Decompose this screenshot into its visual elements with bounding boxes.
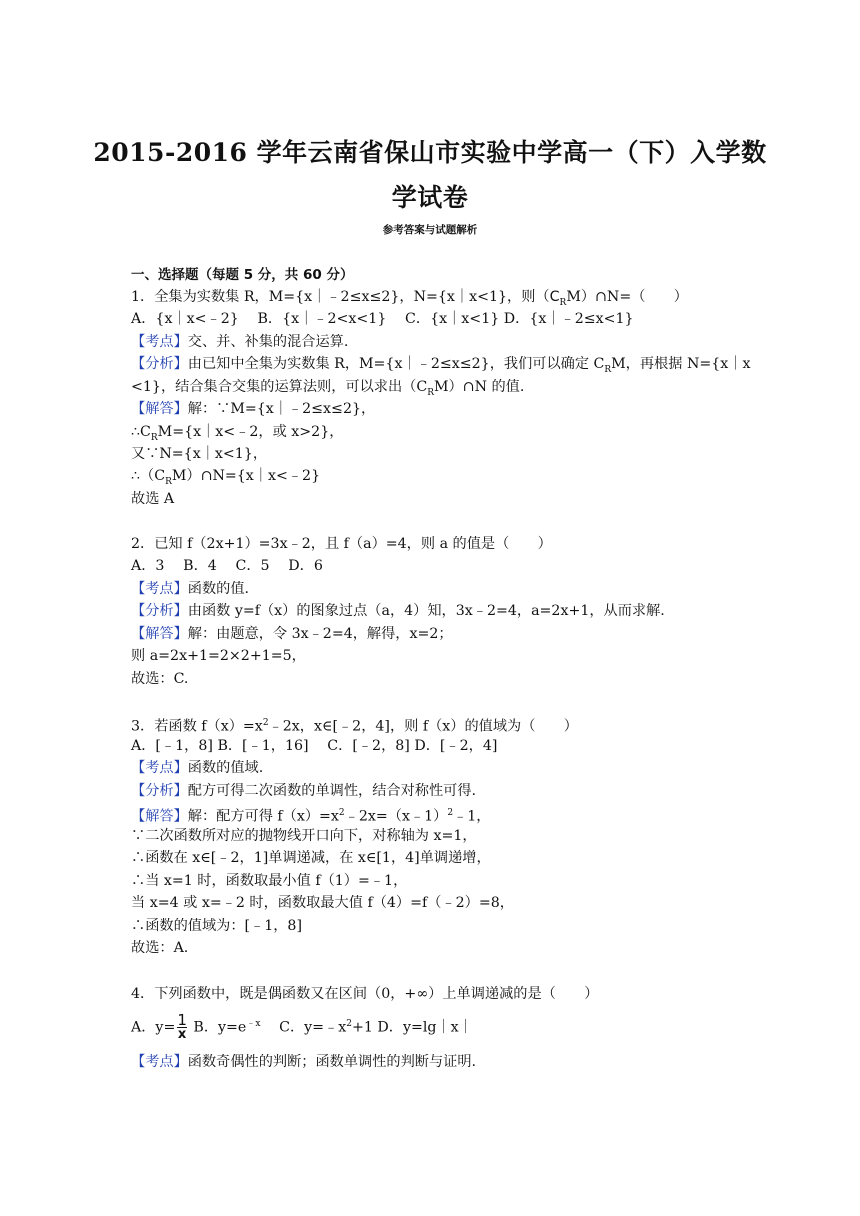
q2-stem: 2．已知 f（2x+1）=3x﹣2，且 f（a）=4，则 a 的值是（ ） bbox=[131, 536, 552, 552]
document-title-line2: 学试卷 bbox=[391, 183, 469, 212]
q3-jieda: 【解答】解：配方可得 $f(x)=x^2﹣2x=(x﹣1)^2﹣1$， bbox=[131, 808, 491, 825]
q1-jieda-3: 又∵N={x｜x<1}， bbox=[131, 446, 268, 462]
q3-fenxi: 【分析】配方可得二次函数的单调性，结合对称性可得. bbox=[131, 783, 477, 799]
q1-options: A．{x｜x<﹣2} B．{x｜﹣2<x<1} C．{x｜x<1} D．{x｜﹣2≤x<1} bbox=[131, 311, 634, 327]
q4-kaodian: 【考点】函数奇偶性的判断；函数单调性的判断与证明. bbox=[131, 1054, 477, 1070]
fraction-one-over-x: $\frac{1}{x}$ bbox=[177, 1011, 187, 1043]
fenxi-label: 【分析】 bbox=[131, 356, 188, 372]
q3-jieda-2: ∵二次函数所对应的抛物线开口向下，对称轴为 x=1， bbox=[131, 828, 477, 844]
q3-jieda-6: ∴函数的值域为：[﹣1，8] bbox=[131, 918, 302, 934]
q1-stem: 1．全集为实数集 R，M={x｜﹣2≤x≤2}，N={x｜x<1}，则$(C_RM)\cap N=$（ ） bbox=[131, 289, 688, 308]
q4-stem: 4．下列函数中，既是偶函数又在区间（0，+∞）上单调递减的是（ ） bbox=[131, 986, 599, 1002]
q1-fenxi-cont: <1}，结合集合交集的运算法则，可以求出$(C_RM)\cap N$ 的值. bbox=[131, 379, 525, 398]
document-subtitle: 参考答案与试题解析 bbox=[382, 224, 478, 236]
q3-jieda-5: 当 x=4 或 x=﹣2 时，函数取最大值 f（4）=f（﹣2）=8， bbox=[131, 895, 514, 911]
jieda-label: 【解答】 bbox=[131, 401, 188, 417]
q3-answer: 故选：A. bbox=[131, 940, 189, 956]
q4-options: A．y= $\frac{1}{x}$ B．$y=e^{﹣x}$ C．$y=﹣x^2+1$ D．y=lg｜x｜ bbox=[131, 1011, 473, 1043]
q2-fenxi: 【分析】由函数 y=f（x）的图象过点（a，4）知，3x﹣2=4，a=2x+1，从而求解. bbox=[131, 603, 665, 619]
q2-options: A．3 B．4 C．5 D．6 bbox=[131, 558, 323, 574]
section-heading: 一、选择题（每题 5 分，共 60 分） bbox=[131, 267, 354, 283]
q1-kaodian: 【考点】交、并、补集的混合运算. bbox=[131, 334, 349, 350]
q1-jieda-2: $\therefore C_RM=\{x|x<﹣2$，或 x>2}， bbox=[131, 424, 344, 443]
q2-kaodian: 【考点】函数的值. bbox=[131, 581, 250, 597]
q3-jieda-3: ∴函数在 x∈[﹣2，1]单调递减，在 x∈[1，4]单调递增， bbox=[131, 850, 491, 866]
q1-fenxi: 【分析】由已知中全集为实数集 R，M={x｜﹣2≤x≤2}，我们可以确定 $C_RM$，再根据 N={x｜x bbox=[131, 356, 751, 375]
q3-kaodian: 【考点】函数的值域. bbox=[131, 760, 264, 776]
q1-jieda: 【解答】解：∵M={x｜﹣2≤x≤2}， bbox=[131, 401, 376, 417]
q3-stem: 3．若函数 $f(x)=x^2﹣2x$，x∈[﹣2，4]，则 f（x）的值域为（ ） bbox=[131, 718, 578, 735]
q3-jieda-4: ∴当 x=1 时，函数取最小值 f（1）=﹣1， bbox=[131, 873, 408, 889]
q1-jieda-4: $\therefore(C_RM)\cap N=\{x|x<﹣2\}$ bbox=[131, 468, 321, 487]
document-title-line1: 2015-2016 学年云南省保山市实验中学高一（下）入学数 bbox=[93, 138, 767, 167]
q2-jieda: 【解答】解：由题意，令 3x﹣2=4，解得，x=2； bbox=[131, 626, 453, 642]
q2-answer: 故选：C. bbox=[131, 671, 189, 687]
q3-options: A．[﹣1，8] B．[﹣1，16] C．[﹣2，8] D．[﹣2，4] bbox=[131, 738, 498, 754]
q1-answer: 故选 A bbox=[131, 491, 175, 507]
q2-jieda-2: 则 a=2x+1=2×2+1=5， bbox=[131, 648, 306, 664]
kaodian-label: 【考点】 bbox=[131, 334, 188, 350]
